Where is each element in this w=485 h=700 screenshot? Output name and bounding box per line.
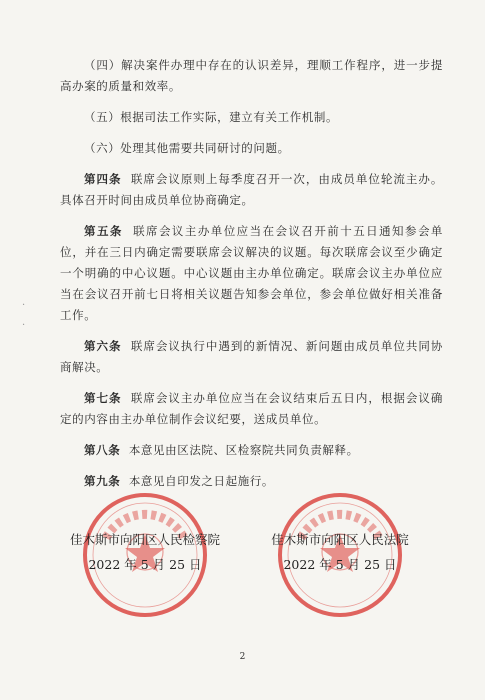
paragraph-5 (60, 107, 443, 128)
paragraph-text: 联席会议执行中遇到的新情况、新问题由成员单位共同协商解决。 (60, 339, 443, 374)
page-number: 2 (239, 652, 246, 662)
paragraph-text: 本意见由区法院、区检察院共同负责解释。 (128, 443, 359, 457)
paragraph-6 (60, 138, 443, 159)
paragraph-text: （六）处理其他需要共同研讨的问题。 (84, 141, 290, 155)
issuing-organization: 佳木斯市向阳区人民检察院 (69, 532, 220, 547)
article-head: 第九条 (84, 474, 121, 488)
paragraph-text: 本意见自印发之日起施行。 (128, 474, 275, 488)
paragraph-text: 联席会议主办单位应当在会议召开前十五日通知参会单位，并在三日内确定需要联席会议解决的议题。每次联席会议至少确定一个明确的中心议题。中心议题由主办单位确定。联席会议主办单位应当在会议召开前七日将相关议题告知参会单位，参会单位做好相关准备工作。 (60, 224, 443, 322)
article-head: 第七条 (84, 391, 122, 405)
signature-block-procuratorate (50, 490, 240, 610)
article-4 (60, 169, 443, 211)
article-6 (60, 336, 443, 378)
paragraph-text: （五）根据司法工作实际，建立有关工作机制。 (84, 110, 339, 124)
issue-date: 2022 年 5 月 25 日 (88, 557, 202, 572)
scan-mark: · (22, 300, 26, 311)
scan-mark: · (22, 320, 26, 331)
issue-date: 2022 年 5 月 25 日 (283, 557, 397, 572)
paragraph-text: 联席会议原则上每季度召开一次，由成员单位轮流主办。具体召开时间由成员单位协商确定。 (60, 172, 443, 207)
article-9 (60, 471, 443, 492)
document-body (60, 55, 443, 502)
signature-block-court (245, 490, 435, 610)
issuing-organization: 佳木斯市向阳区人民法院 (271, 532, 409, 547)
article-head: 第八条 (84, 443, 121, 457)
article-5 (60, 221, 443, 326)
article-head: 第四条 (84, 172, 122, 186)
paragraph-text: （四）解决案件办理中存在的认识差异，理顺工作程序，进一步提高办案的质量和效率。 (60, 58, 443, 93)
article-head: 第五条 (84, 224, 123, 238)
article-8 (60, 440, 443, 461)
article-7 (60, 388, 443, 430)
article-head: 第六条 (84, 339, 122, 353)
paragraph-text: 联席会议主办单位应当在会议结束后五日内，根据会议确定的内容由主办单位制作会议纪要，送成员单位。 (60, 391, 443, 426)
paragraph-4 (60, 55, 443, 97)
